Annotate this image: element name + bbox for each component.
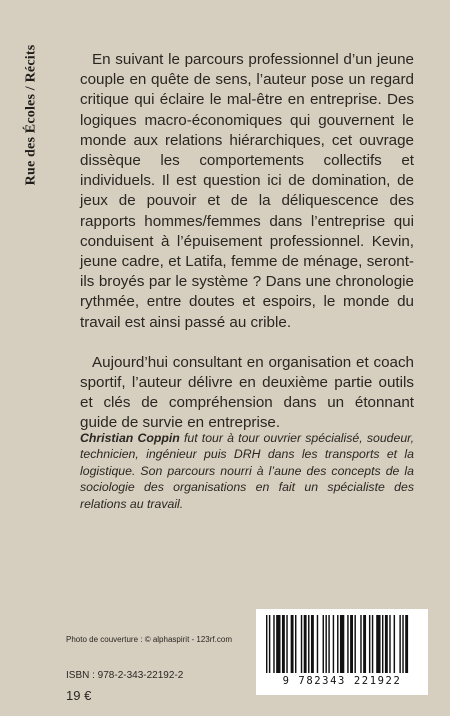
description-paragraph-1: En suivant le parcours professionnel d’un jeune couple en quête de sens, l’auteur pose un regard critique qui éclaire le mal-être en entreprise. Des logiques macro-économiques qui gouvernent le monde aux relations hiérarchiques, cet ouvrage dissèque les comportements collectifs et individuels. Il est question ici de domination, de jeux de pouvoir et de la déliquescence des rapports hommes/femmes dans l’entreprise qui conduisent à l’épuisement professionnel. Kevin, jeune cadre, et Latifa, femme de ménage, seront-ils broyés par le système ? Dans une chronologie rythmée, entre doutes et espoirs, le monde du travail est ainsi passé au crible. bbox=[80, 51, 414, 331]
barcode-bar bbox=[328, 615, 329, 673]
barcode-bar bbox=[282, 615, 285, 673]
collection-label bbox=[18, 40, 44, 190]
barcode-bar bbox=[347, 615, 348, 673]
barcode-bar bbox=[350, 615, 353, 673]
barcode-bar bbox=[325, 615, 326, 673]
barcode-bar bbox=[376, 615, 380, 673]
barcode-bar bbox=[399, 615, 400, 673]
barcode-bar bbox=[333, 615, 334, 673]
barcode-bar bbox=[402, 615, 403, 673]
collection-label-text: Rue des Écoles / Récits bbox=[23, 44, 39, 186]
barcode-bar bbox=[311, 615, 314, 673]
price: 19 € bbox=[66, 688, 92, 703]
barcode-bar bbox=[385, 615, 388, 673]
author-name: Christian Coppin bbox=[80, 431, 180, 445]
barcode-bar bbox=[369, 615, 370, 673]
barcode-bar bbox=[304, 615, 307, 673]
barcode-bar bbox=[372, 615, 373, 673]
barcode bbox=[256, 609, 428, 695]
barcode-bar bbox=[337, 615, 338, 673]
barcode-bar bbox=[354, 615, 355, 673]
barcode-bar bbox=[295, 615, 296, 673]
barcode-bar bbox=[276, 615, 280, 673]
barcode-bar bbox=[266, 615, 267, 673]
description-paragraph-2: Aujourd’hui consultant en organisation et coach sportif, l’auteur délivre en deuxième partie outils et clés de compréhension dans un étonnant guide de survie en entreprise. bbox=[80, 353, 414, 432]
barcode-bar bbox=[301, 615, 302, 673]
barcode-bar bbox=[389, 615, 390, 673]
barcode-bar bbox=[382, 615, 383, 673]
barcode-bar bbox=[405, 615, 408, 673]
barcode-bar bbox=[323, 615, 324, 673]
barcode-bar bbox=[291, 615, 294, 673]
barcode-bar bbox=[340, 615, 344, 673]
barcode-bar bbox=[273, 615, 274, 673]
back-cover-description bbox=[80, 50, 414, 454]
isbn: ISBN : 978-2-343-22192-2 bbox=[66, 670, 184, 681]
barcode-bar bbox=[360, 615, 361, 673]
barcode-bar bbox=[363, 615, 366, 673]
barcode-bars bbox=[256, 609, 428, 675]
barcode-bar bbox=[286, 615, 287, 673]
barcode-bar bbox=[269, 615, 270, 673]
photo-credit: Photo de couverture : © alphaspirit - 123rf.com bbox=[66, 635, 232, 644]
barcode-digits: 9 782343 221922 bbox=[282, 675, 402, 687]
author-bio-text: fut tour à tour ouvrier spécialisé, soudeur, technicien, ingénieur puis DRH dans les transports et la logistique. Son parcours nourri à l’aune des concepts de la sociologie des organisations en fait un spécialiste des relations au travail. bbox=[80, 431, 415, 511]
barcode-bar bbox=[394, 615, 395, 673]
barcode-bar bbox=[317, 615, 318, 673]
author-bio bbox=[80, 430, 414, 512]
barcode-bar bbox=[308, 615, 309, 673]
